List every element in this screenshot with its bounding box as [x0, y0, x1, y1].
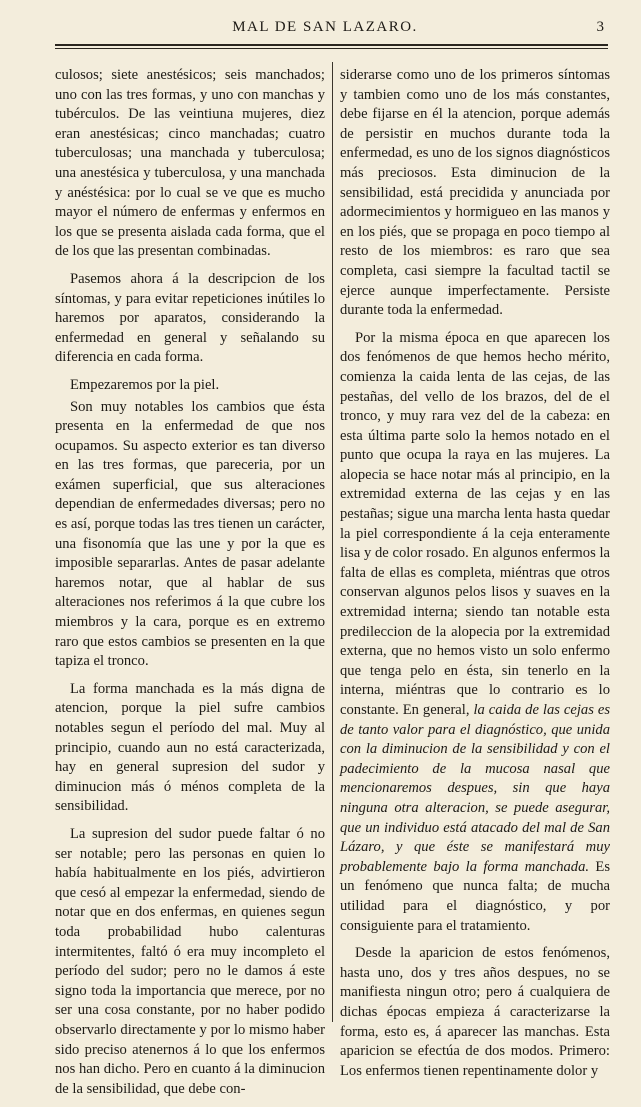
paragraph: Son muy notables los cambios que ésta presenta en la enfermedad de que nos ocupamos. Su aspecto exterior es tan diverso en las tres formas, que pareceria, por un exámen superficial, que sus alteraciones dependian de enfermedades diversas; pero no es así, porque todas las tres tienen un carácter, una fisonomía que las une y por la que es imposible separarlas. Antes de pasar adelante haremos notar, que al hablar de sus alteraciones nos referimos á la que cubre los miembros y la cara, porque es en extremo raro que estos cambios se presenten en la que tapiza el tronco. — [55, 398, 325, 670]
right-column — [340, 66, 610, 1089]
paragraph: La supresion del sudor puede faltar ó no ser notable; pero las personas en quien lo había habitualmente en los piés, advirtieron que cesó al empezar la enfermedad, siendo de notar que en dos enfermas, en quienes segun toda probabilidad hubo calenturas intermitentes, faltó ó era muy incompleto el período del sudor; pero no le damos á este signo toda la importancia que merece, por no ser una cosa constante, por no haber podido observarlo directamente y por lo mismo haber sido preciso atenernos á lo que los enfermos nos han dicho. Pero en cuanto á la diminucion de la sensibilidad, que debe con- — [55, 825, 325, 1097]
left-column — [55, 66, 325, 1107]
paragraph — [340, 329, 610, 936]
paragraph-text: Por la misma época en que aparecen los dos fenómenos de que hemos hecho mérito, comienza la caida lenta de las cejas, de las pestañas, del vello de los brazos, del de el tronco, y muy rara vez del de la cabeza: en esta última parte solo la hemos notado en el punto que ocupa la raya en las mujeres. La alopecia se hace notar más al principio, en la extremidad externa de las cejas y en las pestañas; sigue una marcha lenta hasta quedar la piel correspondiente á la ceja enteramente lisa y de color rosado. En algunos enfermos la falta de ellas es completa, miéntras que otros conservan algunos pelos lisos y suaves en la extremidad interna; siendo tan notable esta predileccion de la alopecia por la extremidad externa, que no hemos visto un solo enfermo que tenga pelo en ésta, sin tenerlo en la interna, miéntras que lo contrario es lo constante. En general, — [340, 329, 610, 718]
page-number: 3 — [596, 19, 604, 35]
italic-passage: la caida de las cejas es de tanto valor para el diagnóstico, que unida con la diminucion de la sensibilidad y con el padecimiento de la mucosa nasal que mencionaremos despues, sin que haya ninguna otra alteracion, se puede asegurar, que un individuo está atacado del mal de San Lázaro, y que éste se manifestará muy probablemente bajo la forma manchada. — [340, 702, 611, 875]
paragraph: siderarse como uno de los primeros síntomas y tambien como uno de los más constantes, debe fijarse en él la atencion, porque además de persistir en muchos durante toda la enfermedad, es uno de los signos diagnósticos más preciosos. Esta diminucion de la sensibilidad, está precidida y anunciada por adormecimientos y hormigueo en las manos y en los piés, que se propaga en poco tiempo al resto de los miembros: es raro que sea completa, casi siempre la facultad tactil se ejerce aunque imperfectamente. Persiste durante toda la enfermedad. — [340, 67, 610, 319]
paragraph: La forma manchada es la más digna de atencion, porque la piel sufre cambios notables segun el período del mal. Muy al principio, cuando aun no está caracterizada, hay en general supresion del sudor y diminucion más ó ménos completa de la sensibilidad. — [55, 680, 325, 815]
page-header — [40, 17, 610, 41]
paragraph-text: Es un fenómeno que nunca falta; de mucha utilidad para el diagnóstico, y por consiguiente para el tratamiento. — [340, 858, 610, 934]
header-rule — [55, 44, 608, 49]
paragraph: Empezaremos por la piel. — [70, 376, 220, 393]
paragraph: culosos; siete anestésicos; seis manchados; uno con las tres formas, y uno con manchas y tubérculos. De las veintiuna mujeres, diez eran anestésicas; cinco manchadas; cuatro tuberculosas; una manchada y tuberculosa; una anestésica y tuberculosa, y una manchada y anéstésica: por lo cual se ve que es mucho mayor el número de enfermas y enfermos en los que se presenta aislada cada forma, que el de los que las presentan combinadas. — [55, 67, 325, 260]
paragraph: Desde la aparicion de estos fenómenos, hasta uno, dos y tres años despues, no se manifiesta ningun otro; pero á cualquiera de dichas épocas empieza á caracterizarse la forma, esto es, á aparecer las manchas. Esta aparicion se efectúa de dos modos. Primero: Los enfermos tienen repentinamente dolor y — [340, 945, 610, 1079]
paragraph: Pasemos ahora á la descripcion de los síntomas, y para evitar repeticiones inútiles lo haremos por aparatos, considerando la enfermedad en general y señalando su diferencia en cada forma. — [55, 270, 325, 366]
column-divider — [332, 62, 333, 1022]
running-title: MAL DE SAN LAZARO. — [232, 19, 418, 35]
